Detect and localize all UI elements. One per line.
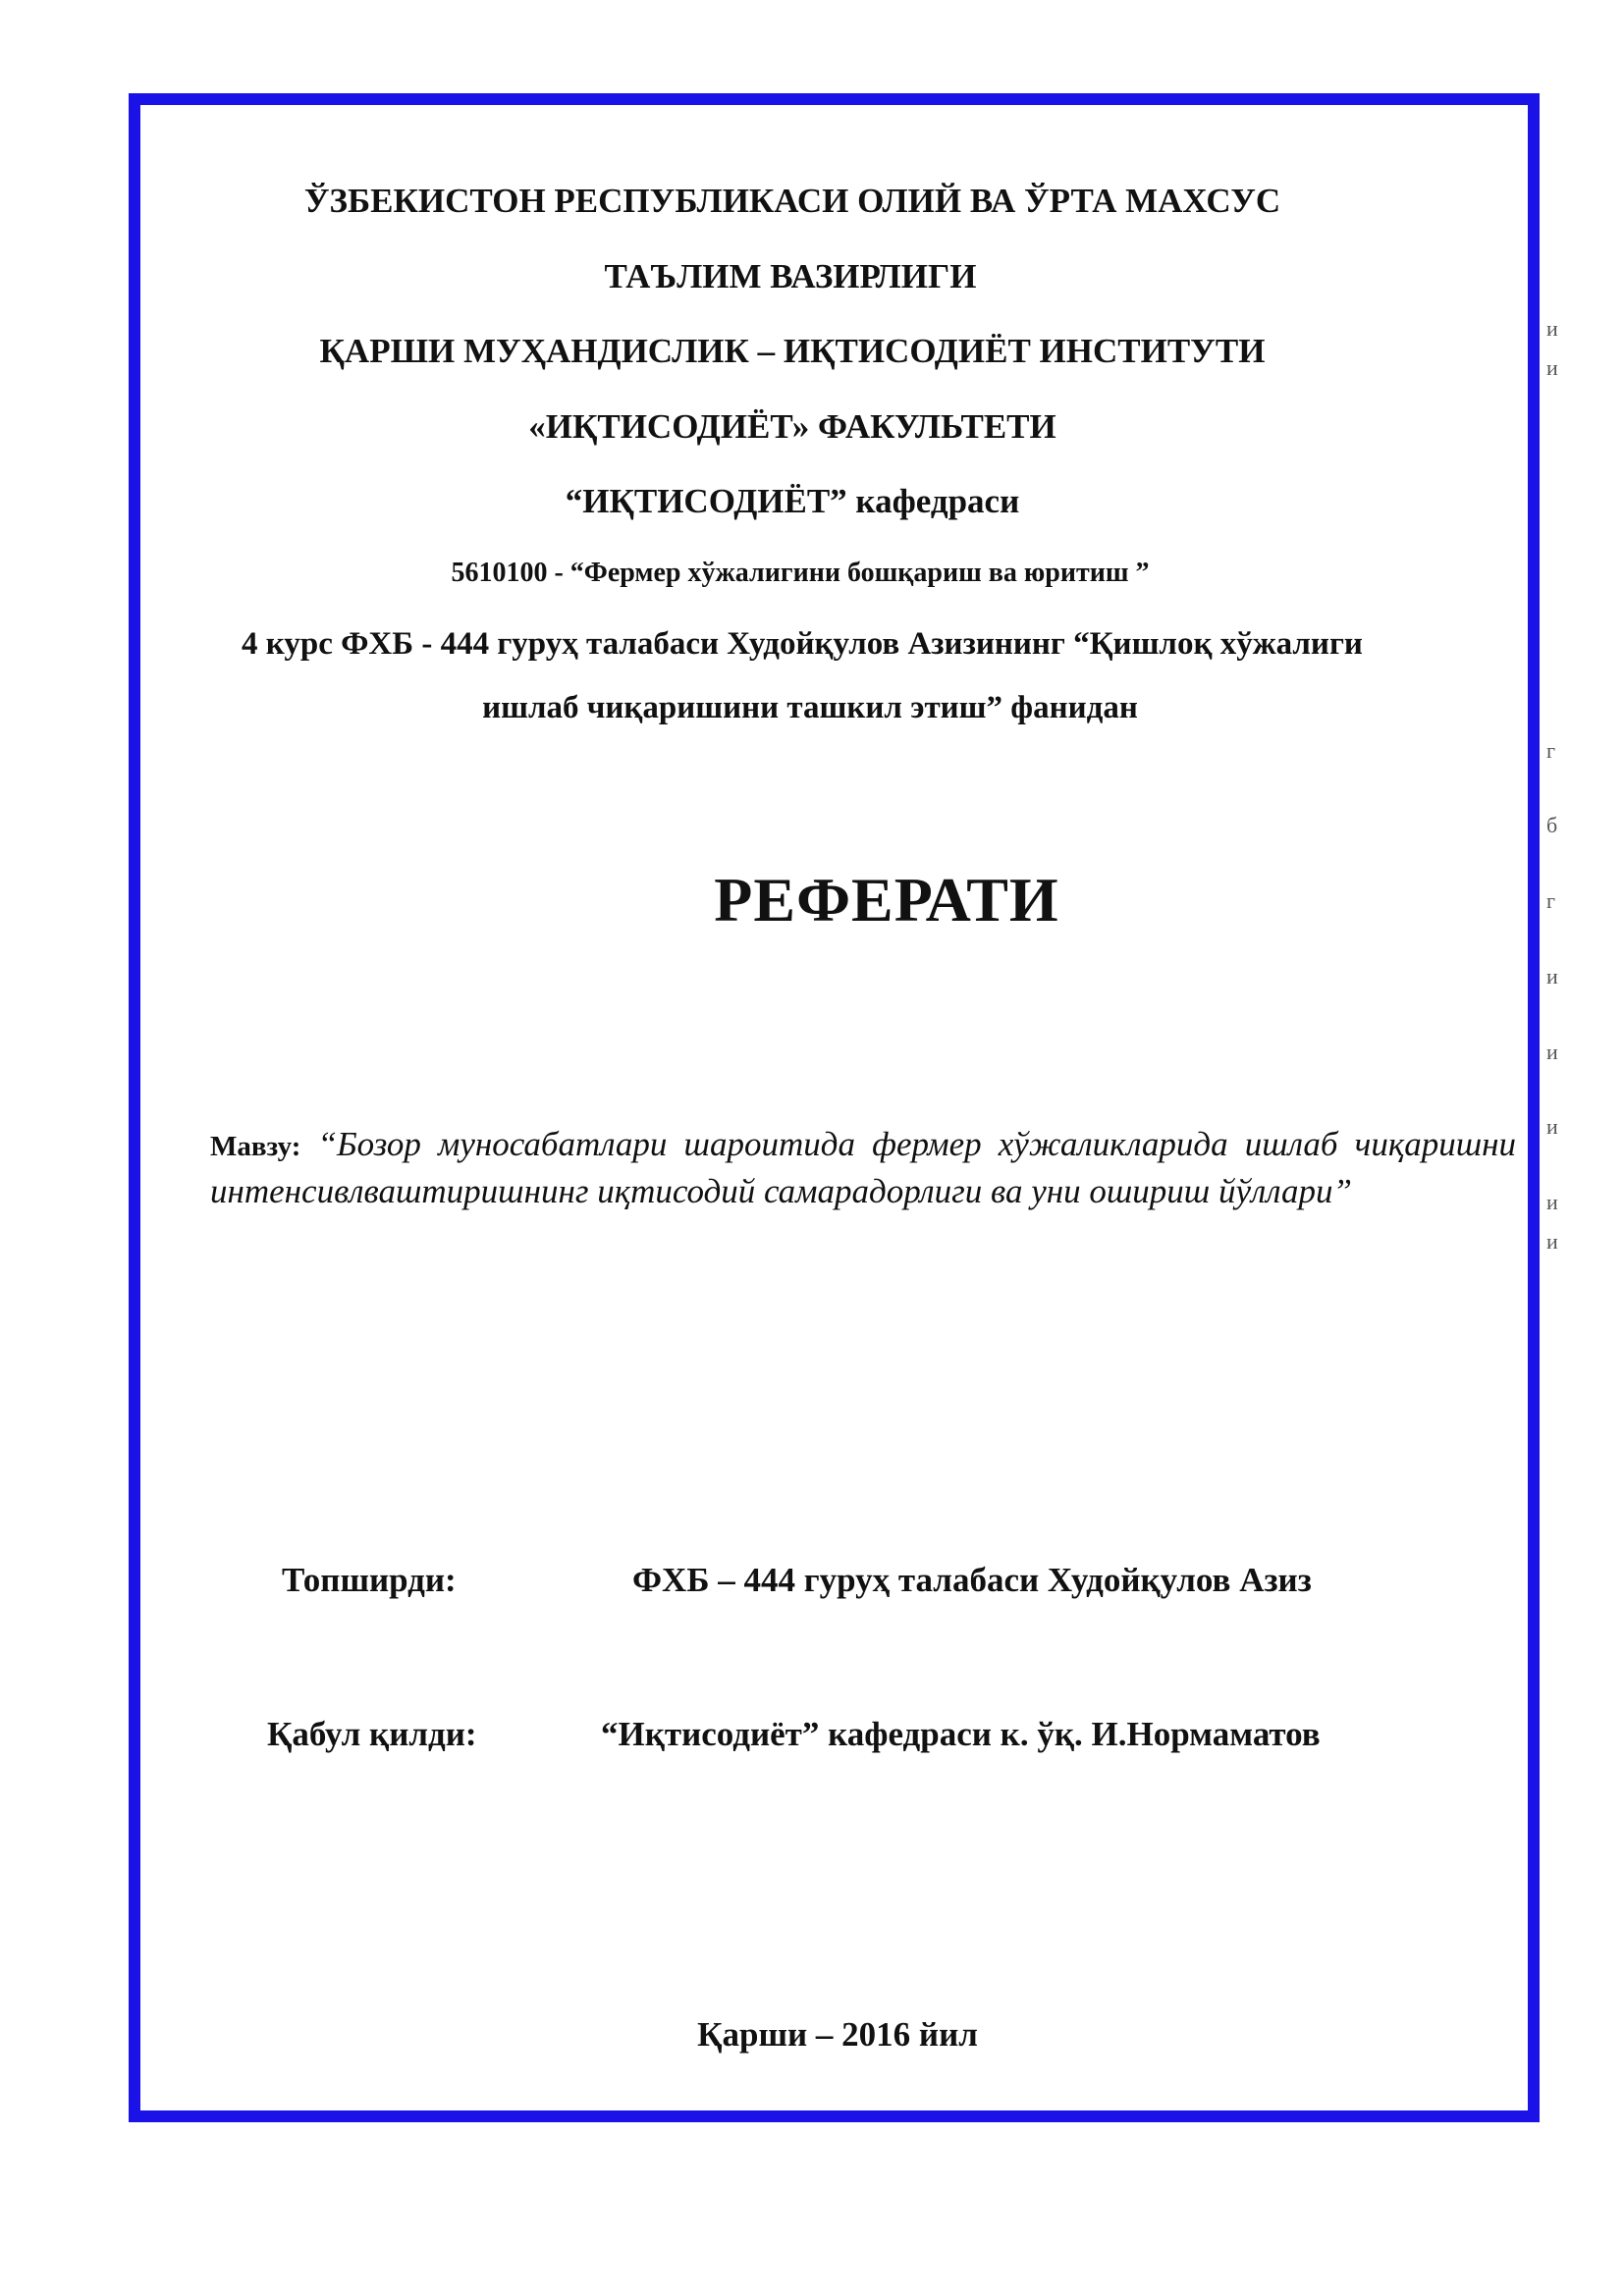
margin-glyph: и xyxy=(1546,1229,1558,1254)
header-faculty: «ИҚТИСОДИЁТ» ФАКУЛЬТЕТИ xyxy=(528,407,1056,446)
page-border xyxy=(129,93,1540,2122)
city-year: Қарши – 2016 йил xyxy=(697,2015,978,2054)
document-title: РЕФЕРАТИ xyxy=(714,865,1059,934)
margin-glyph: и xyxy=(1546,1040,1558,1064)
margin-glyph: и xyxy=(1546,1114,1558,1139)
accepted-value: “Иқтисодиёт” кафедраси к. ўқ. И.Нормаматов xyxy=(601,1715,1321,1753)
header-specialty: 5610100 - “Фермер хўжалигини бошқариш ва юритиш ” xyxy=(451,558,1150,588)
header-student-line2: ишлаб чиқаришини ташкил этиш” фанидан xyxy=(482,690,1138,725)
topic-text: “Бозор муносабатлари шароитида фермер хўжаликларида ишлаб чиқаришни интенсивлваштиришнинг иқтисодий самарадорлиги ва уни ошириш йўллари” xyxy=(210,1125,1516,1210)
margin-glyph: г xyxy=(1546,738,1556,763)
accepted-label: Қабул қилди: xyxy=(267,1715,477,1753)
margin-glyph: б xyxy=(1546,813,1558,837)
margin-glyph: и xyxy=(1546,355,1558,380)
submitted-label: Топширди: xyxy=(282,1561,457,1599)
margin-glyph: и xyxy=(1546,1190,1558,1214)
header-ministry-line1: ЎЗБЕКИСТОН РЕСПУБЛИКАСИ ОЛИЙ ВА ЎРТА МАХСУС xyxy=(303,182,1281,220)
header-ministry-line2: ТАЪЛИМ ВАЗИРЛИГИ xyxy=(604,257,977,295)
margin-glyph: и xyxy=(1546,964,1558,988)
margin-glyph: и xyxy=(1546,316,1558,341)
topic-paragraph xyxy=(210,1122,1516,1213)
header-institute: ҚАРШИ МУҲАНДИСЛИК – ИҚТИСОДИЁТ ИНСТИТУТИ xyxy=(319,332,1266,370)
header-department: “ИҚТИСОДИЁТ” кафедраси xyxy=(565,482,1020,520)
margin-glyph: г xyxy=(1546,888,1556,913)
topic-label: Мавзу: xyxy=(210,1131,301,1162)
submitted-value: ФХБ – 444 гуруҳ талабаси Худойқулов Азиз xyxy=(632,1561,1312,1599)
header-student-line1: 4 курс ФХБ - 444 гуруҳ талабаси Худойқулов Азизининг “Қишлоқ хўжалиги xyxy=(242,626,1363,662)
